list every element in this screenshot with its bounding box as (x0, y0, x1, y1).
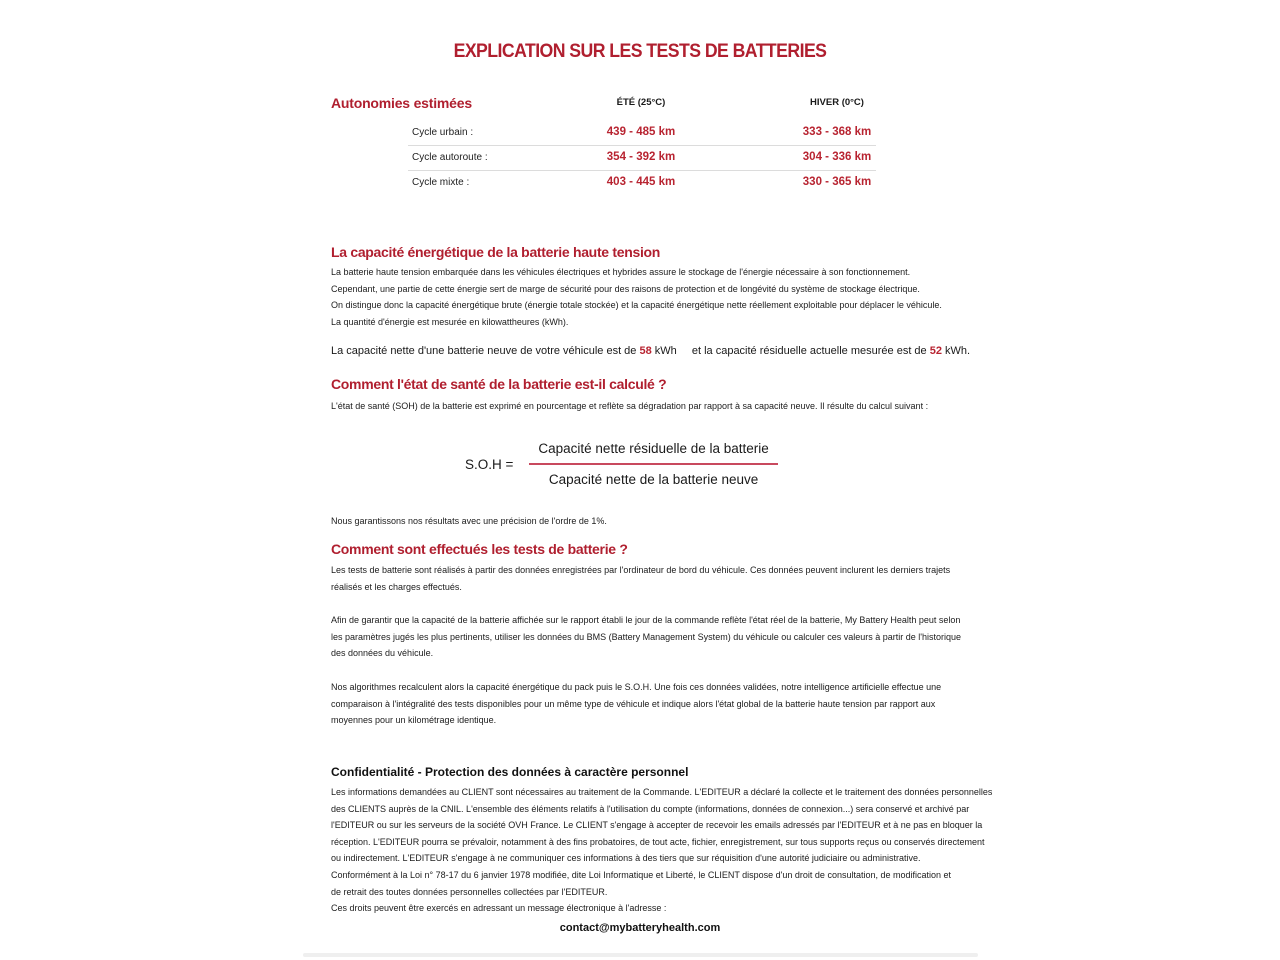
soh-section-heading: Comment l'état de santé de la batterie est-il calculé ? (331, 376, 667, 392)
soh-section-intro (331, 398, 971, 415)
page-title: EXPLICATION SUR LES TESTS DE BATTERIES (453, 41, 827, 62)
tests-paragraph-1 (331, 562, 971, 595)
paragraph-line: Nos algorithmes recalculent alors la capacité énergétique du pack puis le S.O.H. Une fois ces données validées, notre intelligence artificielle effectue une (331, 682, 942, 692)
formula-lhs: S.O.H = (465, 456, 514, 472)
capacity-section-heading: La capacité énergétique de la batterie haute tension (331, 244, 661, 260)
paragraph-line: l'EDITEUR ou sur les serveurs de la société OVH France. Le CLIENT s'engage à accepter de recevoir les emails adressés par l'EDITEUR et à ne pas en bloquer la (331, 820, 983, 831)
soh-formula (465, 441, 778, 487)
summary-text: kWh (654, 345, 677, 357)
paragraph-line: comparaison à l'intégralité des tests disponibles pour un même type de véhicule et indique alors l'état global de la batterie haute tension par rapport aux (331, 698, 936, 709)
page-bottom-edge (303, 953, 978, 957)
paragraph-line: Afin de garantir que la capacité de la batterie affichée sur le rapport établi le jour de la commande reflète l'état réel de la batterie, My Battery Health peut selon (331, 615, 961, 625)
table-cell-highway-winter: 304 - 336 km (802, 151, 872, 163)
paragraph-line: L'état de santé (SOH) de la batterie est exprimé en pourcentage et reflète sa dégradation par rapport à sa capacité neuve. Il résulte du calcul suivant : (331, 401, 929, 411)
paragraph-line: des données du véhicule. (331, 648, 434, 659)
paragraph-line: La quantité d'énergie est mesurée en kilowattheures (kWh). (331, 316, 569, 327)
column-header-summer: ÉTÉ (25°C) (616, 97, 666, 108)
table-cell-mixed-summer: 403 - 445 km (606, 176, 676, 188)
paragraph-line: Les informations demandées au CLIENT sont nécessaires au traitement de la Commande. L'EDITEUR a déclaré la collecte et le traitement des données personnelles (331, 787, 993, 797)
fraction-bar (529, 463, 777, 465)
table-cell-urban-summer: 439 - 485 km (606, 126, 676, 138)
table-row-label-mixed: Cycle mixte : (412, 177, 470, 188)
paragraph-line: réception. L'EDITEUR pourra se prévaloir, notamment à des fins probatoires, de tout acte, fichier, enregistrement, sur tous supports reçus ou conservés directement (331, 836, 985, 847)
paragraph-line: réalisés et les charges effectués. (331, 581, 462, 592)
capacity-summary-line (331, 345, 970, 357)
paragraph-line: de retrait des toutes données personnelles collectées par l'EDITEUR. (331, 886, 608, 897)
summary-text: kWh. (945, 345, 971, 357)
paragraph-line: Nous garantissons nos résultats avec une précision de l'ordre de 1%. (331, 516, 607, 526)
paragraph-line: Les tests de batterie sont réalisés à partir des données enregistrées par l'ordinateur de bord du véhicule. Ces données peuvent inclurent les derniers trajets (331, 565, 951, 575)
summary-text: et la capacité résiduelle actuelle mesurée est de (691, 345, 927, 357)
contact-email: contact@mybatteryhealth.com (559, 922, 721, 934)
table-cell-mixed-winter: 330 - 365 km (802, 176, 872, 188)
residual-capacity-value: 52 (929, 345, 942, 357)
paragraph-line: La batterie haute tension embarquée dans les véhicules électriques et hybrides assure le stockage de l'énergie nécessaire à son fonctionnement. (331, 267, 911, 277)
tests-paragraph-3 (331, 679, 971, 729)
capacity-section-paragraph (331, 264, 971, 330)
privacy-paragraph (331, 784, 993, 917)
paragraph-line: les paramètres jugés les plus pertinents, utiliser les données du BMS (Battery Management System) du véhicule ou calculer ces valeurs à partir de l'historique (331, 631, 962, 642)
table-row-divider (408, 170, 876, 171)
paragraph-line: Ces droits peuvent être exercés en adressant un message électronique à l'adresse : (331, 903, 667, 914)
table-row-label-highway: Cycle autoroute : (412, 152, 488, 163)
table-cell-highway-summer: 354 - 392 km (606, 151, 676, 163)
column-header-winter: HIVER (0°C) (810, 97, 864, 108)
tests-paragraph-2 (331, 612, 971, 662)
paragraph-line: des CLIENTS auprès de la CNIL. L'ensemble des éléments relatifs à l'utilisation du compte (informations, données de connexion...) sera conservé et archivé par (331, 803, 970, 814)
paragraph-line: Conformément à la Loi n° 78-17 du 6 janvier 1978 modifiée, dite Loi Informatique et Liberté, le CLIENT dispose d'un droit de consultation, de modification et (331, 869, 952, 880)
formula-denominator: Capacité nette de la batterie neuve (548, 472, 759, 487)
paragraph-line: moyennes pour un kilométrage identique. (331, 715, 497, 726)
formula-fraction (529, 441, 777, 487)
autonomy-section-heading: Autonomies estimées (331, 95, 472, 111)
table-cell-urban-winter: 333 - 368 km (802, 126, 872, 138)
formula-numerator: Capacité nette résiduelle de la batterie (538, 441, 769, 456)
table-row-divider (408, 145, 876, 146)
table-row-label-urban: Cycle urbain : (412, 127, 474, 138)
guarantee-note (331, 513, 971, 530)
paragraph-line: Cependant, une partie de cette énergie sert de marge de sécurité pour des raisons de protection et de longévité du système de stockage électrique. (331, 283, 920, 294)
paragraph-line: On distingue donc la capacité énergétique brute (énergie totale stockée) et la capacité énergétique nette réellement exploitable pour déplacer le véhicule. (331, 300, 942, 311)
tests-section-heading: Comment sont effectués les tests de batterie ? (331, 541, 628, 557)
paragraph-line: ou indirectement. L'EDITEUR s'engage à ne communiquer ces informations à des tiers que sur réquisition d'une autorité judiciaire ou administrative. (331, 853, 921, 864)
summary-text: La capacité nette d'une batterie neuve de votre véhicule est de (331, 345, 637, 357)
privacy-section-heading: Confidentialité - Protection des données à caractère personnel (331, 765, 689, 779)
new-battery-capacity-value: 58 (639, 345, 652, 357)
